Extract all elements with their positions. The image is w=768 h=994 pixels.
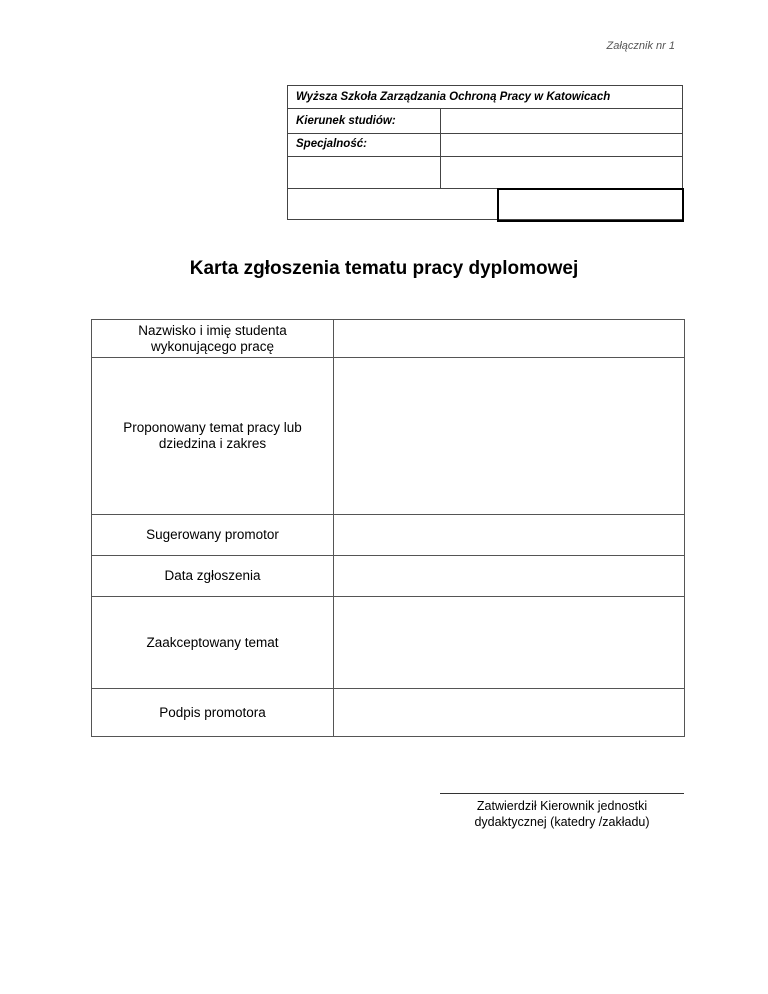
submission-date-row bbox=[92, 556, 684, 597]
student-name-label: Nazwisko i imię studenta wykonującego pracę bbox=[92, 320, 334, 357]
field-of-study-row bbox=[288, 109, 682, 134]
supervisor-signature-row bbox=[92, 689, 684, 737]
suggested-supervisor-row bbox=[92, 515, 684, 556]
page-title: Karta zgłoszenia tematu pracy dyplomowej bbox=[189, 258, 579, 279]
attachment-label: Załącznik nr 1 bbox=[606, 40, 675, 52]
student-name-row bbox=[92, 320, 684, 358]
proposed-topic-label: Proponowany temat pracy lub dziedzina i zakres bbox=[92, 358, 334, 514]
supervisor-signature-field[interactable] bbox=[335, 689, 684, 737]
stamp-box[interactable] bbox=[497, 188, 684, 222]
school-row bbox=[288, 86, 682, 109]
application-form bbox=[91, 319, 685, 737]
submission-date-label: Data zgłoszenia bbox=[92, 556, 334, 596]
stamp-row bbox=[288, 189, 682, 220]
suggested-supervisor-field[interactable] bbox=[335, 515, 684, 555]
proposed-topic-row bbox=[92, 358, 684, 515]
accepted-topic-field[interactable] bbox=[335, 597, 684, 688]
blank-row bbox=[288, 157, 682, 189]
proposed-topic-field[interactable] bbox=[335, 358, 684, 514]
header-box bbox=[287, 85, 683, 220]
school-name: Wyższa Szkoła Zarządzania Ochroną Pracy w Katowicach bbox=[296, 91, 611, 103]
header-divider bbox=[440, 109, 441, 189]
submission-date-field[interactable] bbox=[335, 556, 684, 596]
approval-text: Zatwierdził Kierownik jednostki dydaktycznej (katedry /zakładu) bbox=[474, 799, 650, 829]
accepted-topic-row bbox=[92, 597, 684, 689]
supervisor-signature-label: Podpis promotora bbox=[92, 689, 334, 737]
approval-signature-line[interactable] bbox=[440, 793, 684, 794]
accepted-topic-label: Zaakceptowany temat bbox=[92, 597, 334, 688]
specialization-label: Specjalność: bbox=[296, 138, 367, 150]
specialization-row bbox=[288, 134, 682, 157]
student-name-field[interactable] bbox=[335, 320, 684, 357]
field-of-study-label: Kierunek studiów: bbox=[296, 115, 396, 127]
suggested-supervisor-label: Sugerowany promotor bbox=[92, 515, 334, 555]
